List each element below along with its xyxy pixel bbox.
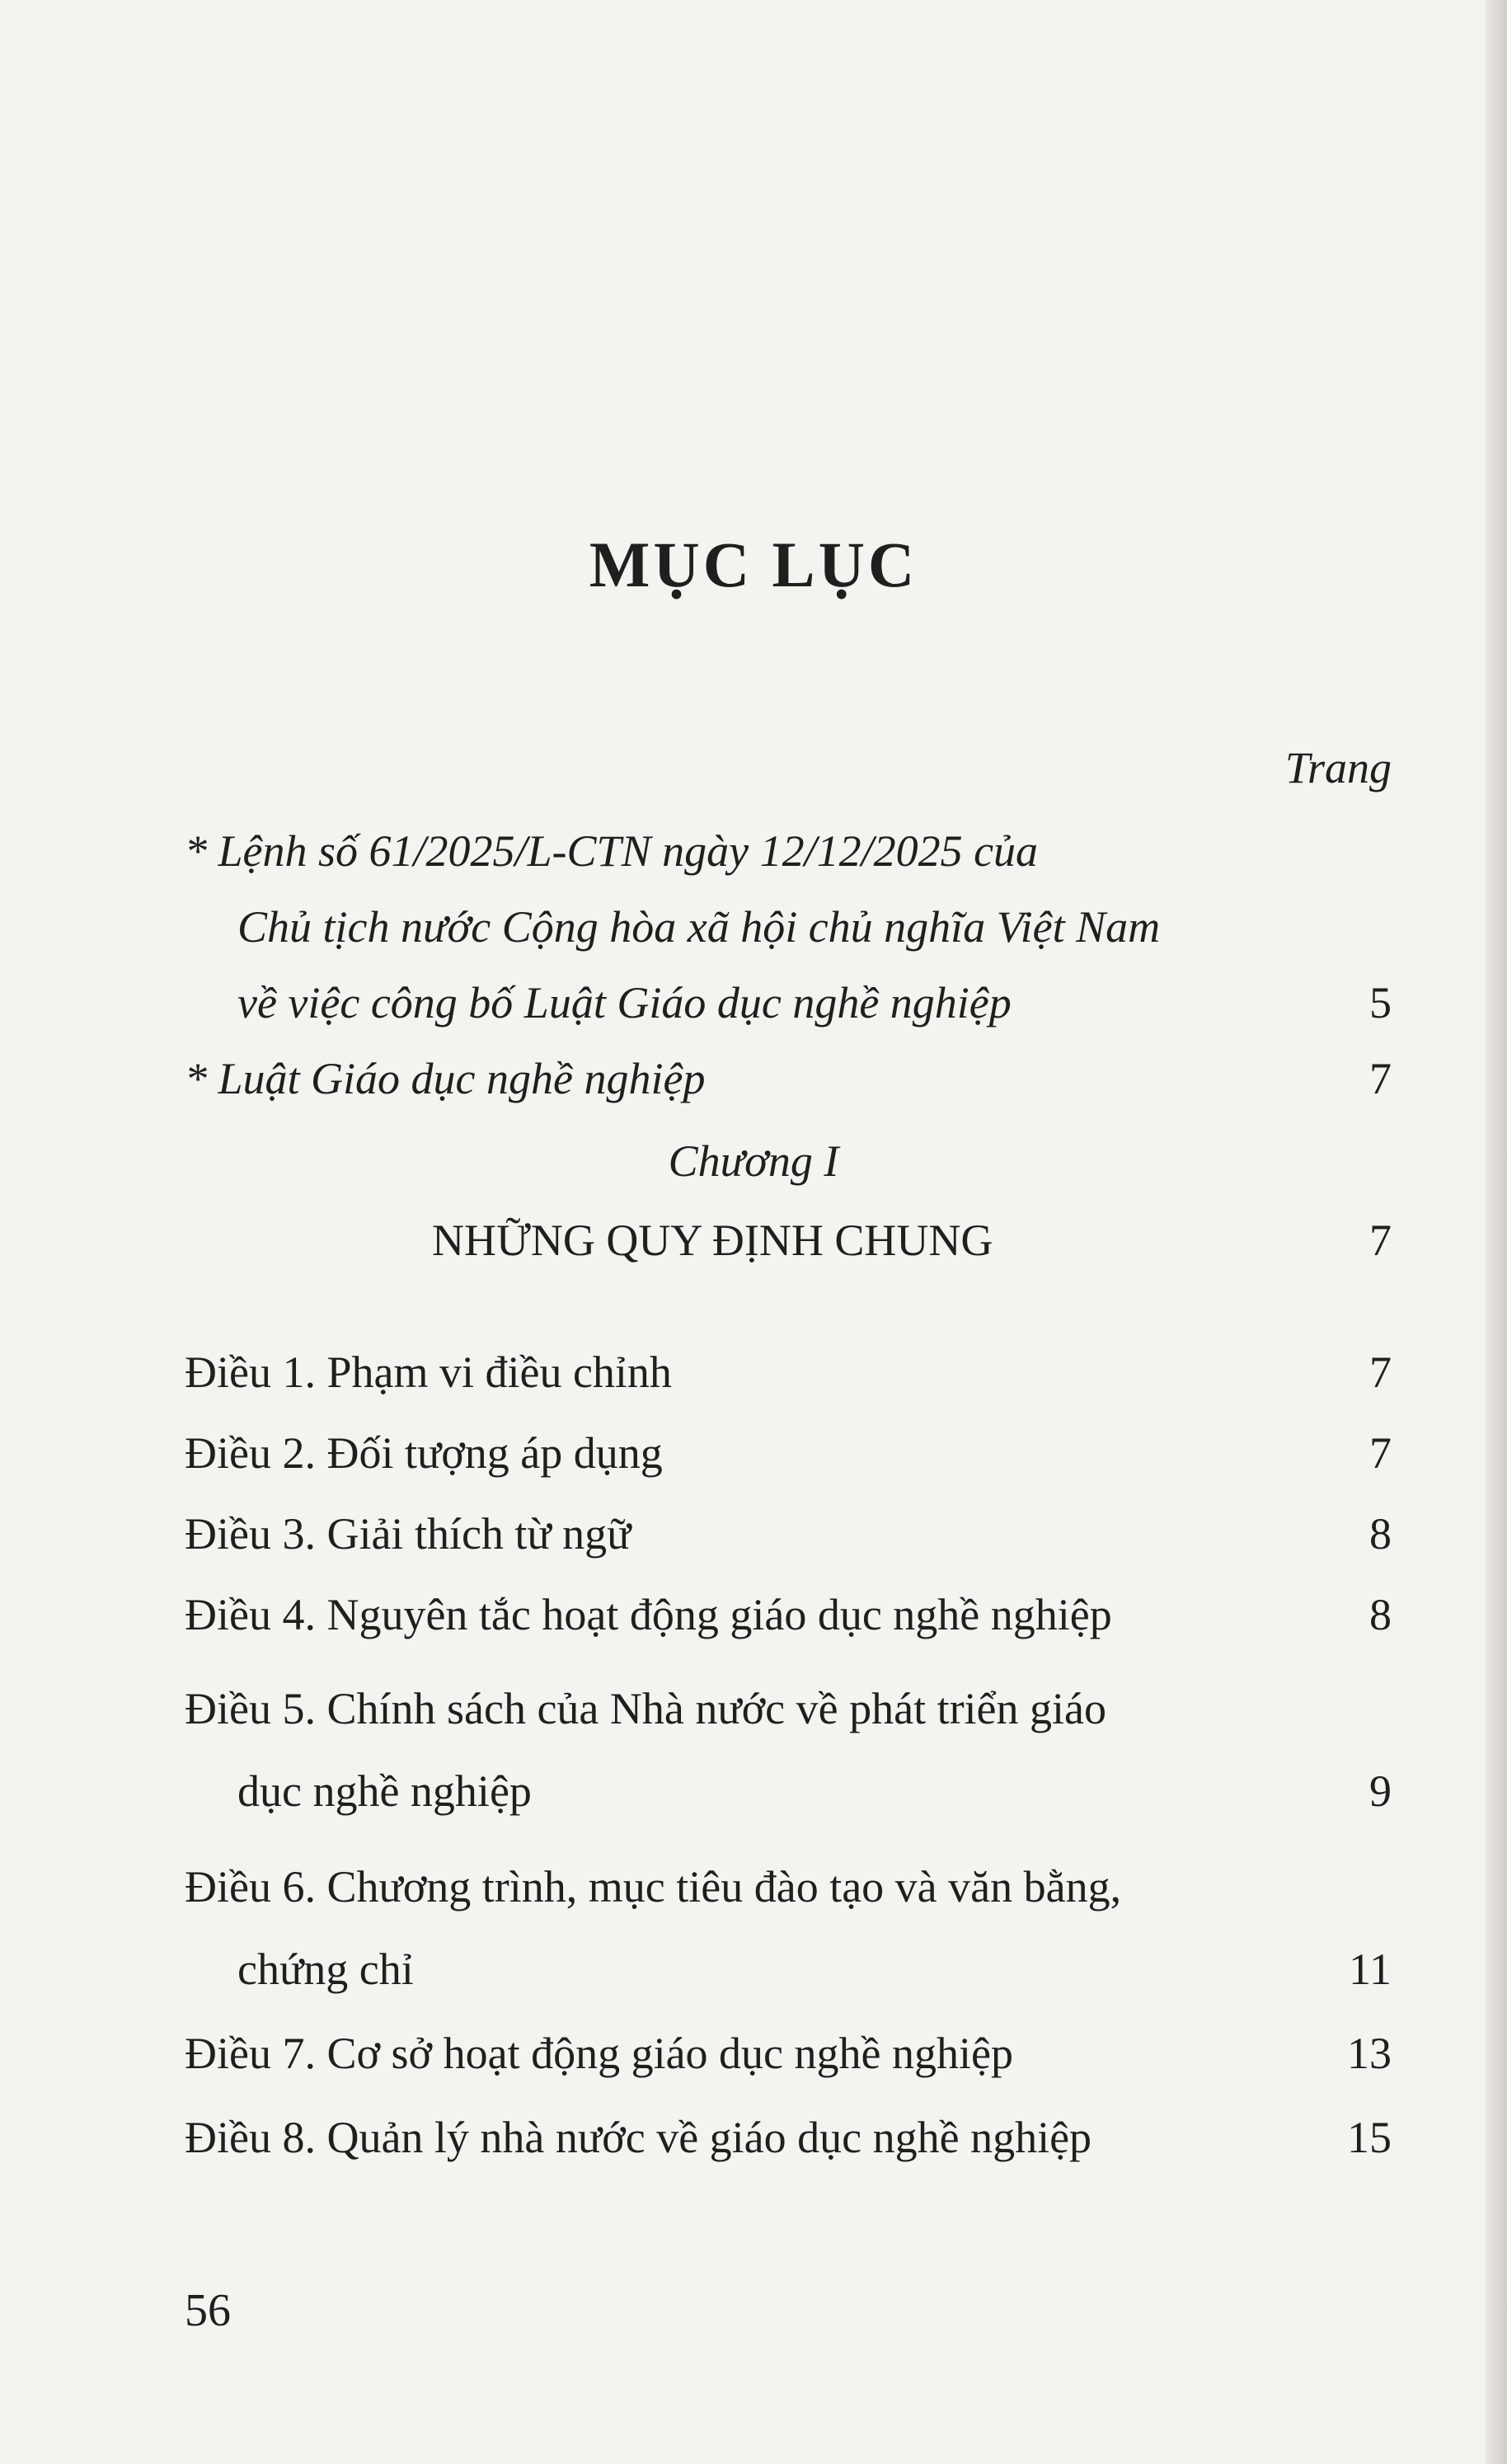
toc-page-number: 7 <box>1369 1216 1392 1265</box>
toc-entry-text: * Luật Giáo dục nghề nghiệp <box>185 1054 706 1103</box>
toc-article <box>185 1682 1392 1735</box>
toc-article <box>185 1346 1392 1399</box>
toc-page-number: 11 <box>1349 1944 1392 1994</box>
toc-article-continuation <box>185 1943 1392 1996</box>
toc-entry-text: Chủ tịch nước Cộng hòa xã hội chủ nghĩa Việt Nam <box>237 902 1161 952</box>
toc-article <box>185 2027 1392 2080</box>
page-title: MỤC LỤC <box>589 529 918 600</box>
page-number: 56 <box>185 2285 231 2336</box>
toc-article <box>185 1507 1392 1560</box>
toc-page-number: 8 <box>1369 1509 1392 1559</box>
chapter-number: Chương I <box>668 1136 839 1186</box>
toc-entry-line <box>185 825 1392 877</box>
toc-entry-text: Điều 6. Chương trình, mục tiêu đào tạo và văn bằng, <box>185 1862 1122 1911</box>
toc-entry-line <box>185 976 1392 1029</box>
toc-article-continuation <box>185 1765 1392 1817</box>
toc-entry-text: chứng chỉ <box>237 1944 414 1994</box>
toc-entry-text: Điều 4. Nguyên tắc hoạt động giáo dục nghề nghiệp <box>185 1590 1112 1639</box>
toc-entry-text: Điều 8. Quản lý nhà nước về giáo dục nghề nghiệp <box>185 2113 1092 2162</box>
toc-page-number: 15 <box>1347 2113 1392 2162</box>
toc-entry-text: Điều 5. Chính sách của Nhà nước về phát triển giáo <box>185 1684 1106 1733</box>
toc-page-number: 9 <box>1369 1766 1392 1816</box>
toc-article <box>185 1588 1392 1641</box>
page-column-label: Trang <box>1284 743 1392 792</box>
toc-article <box>185 1860 1392 1913</box>
toc-entry-text: Điều 2. Đối tượng áp dụng <box>185 1428 663 1478</box>
toc-page-number: 13 <box>1347 2029 1392 2078</box>
toc-entry-text: Điều 7. Cơ sở hoạt động giáo dục nghề nghiệp <box>185 2029 1013 2078</box>
toc-page-number: 7 <box>1369 1347 1392 1397</box>
toc-article <box>185 2111 1392 2164</box>
toc-entry-text: Điều 1. Phạm vi điều chỉnh <box>185 1347 672 1397</box>
toc-entry-text: Điều 3. Giải thích từ ngữ <box>185 1509 631 1559</box>
toc-entry-text: về việc công bố Luật Giáo dục nghề nghiệp <box>237 978 1012 1027</box>
toc-page-number: 8 <box>1369 1590 1392 1639</box>
toc-page-number: 7 <box>1369 1428 1392 1478</box>
toc-page-number: 5 <box>1369 978 1392 1027</box>
toc-entry-line <box>185 900 1392 953</box>
toc-page-number: 7 <box>1369 1054 1392 1103</box>
toc-article <box>185 1427 1392 1479</box>
chapter-title: NHỮNG QUY ĐỊNH CHUNG <box>432 1216 993 1265</box>
toc-entry-text: * Lệnh số 61/2025/L-CTN ngày 12/12/2025 của <box>185 826 1039 876</box>
toc-entry-line <box>185 1052 1392 1105</box>
toc-entry-text: dục nghề nghiệp <box>237 1766 532 1816</box>
page-edge-shadow <box>1486 0 1507 2464</box>
